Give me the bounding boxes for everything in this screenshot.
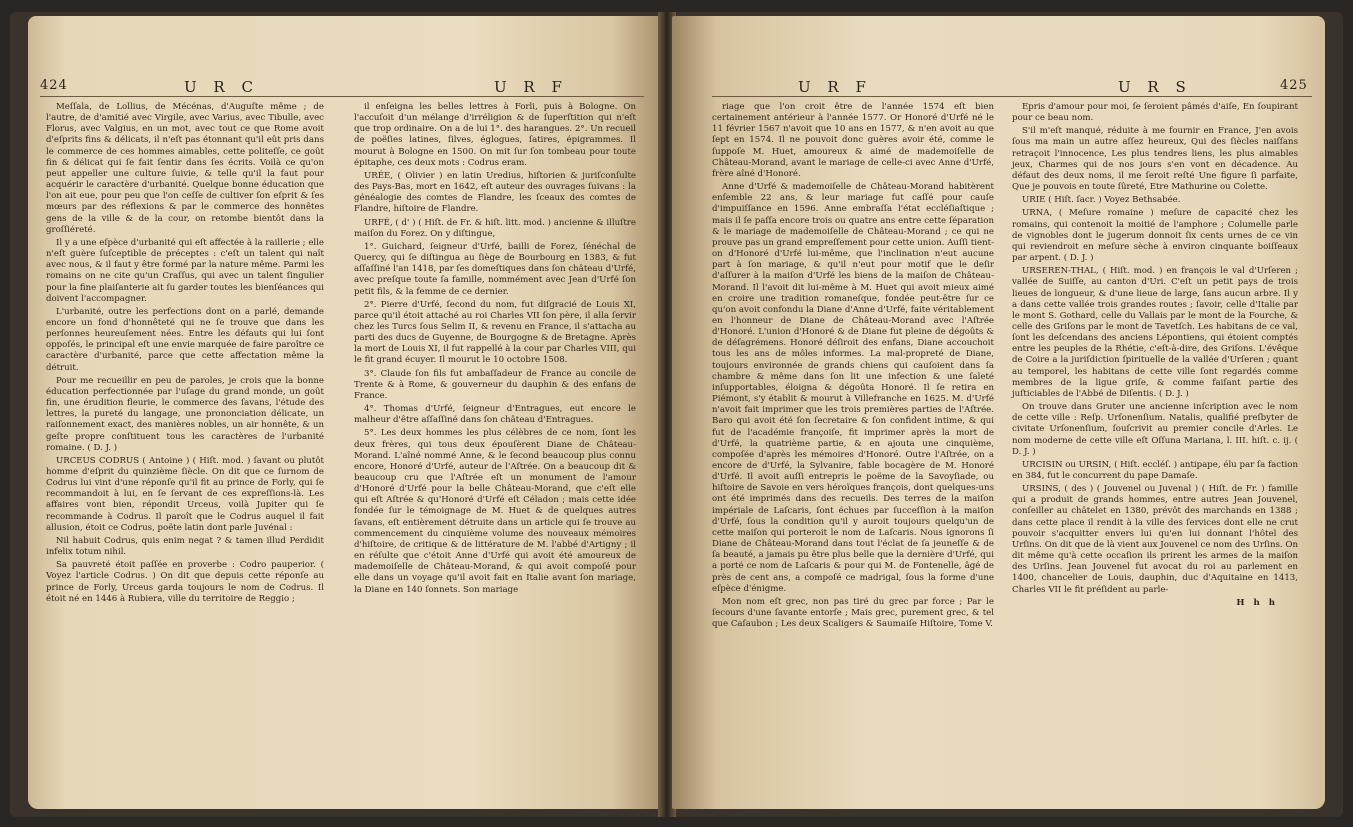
paragraph: URFÉ, ( d' ) ( Hiſt. de Fr. & hiſt. litt. mod. ) ancienne & illuſtre maiſon du Forez. On y diſtingue, — [354, 217, 636, 239]
left-column-1 — [46, 102, 324, 802]
paragraph: Nil habuit Codrus, quis enim negat ? & tamen illud Perdidit infelix totum nihil. — [46, 535, 324, 558]
paragraph: Anne d'Urfé & mademoiſelle de Château-Morand habitèrent enſemble 22 ans, & leur mariage fut caſſé pour cauſe d'impuiſſance en 1596. Anne embraſſa l'état eccléſiaſtique ; mais il ſe paſſa encore trois ou quatre ans entre cette ſéparation & le mariage de mademoiſelle de Château-Morand ; ce qui ne prouve pas un grand empreſſement pour cette union. Auſſi tient-on d'Honoré d'Urfé lui-même, que l'inclination n'eut aucune part à ſon mariage, & qu'il n'eut pour motif que le deſir d'aſſurer à la maiſon d'Urfé les biens de la maiſon de Château-Morand. Il l'avoit dit lui-même à M. Huet qui avoit mieux aimé en croire une tradition romaneſque, fondée peut-être ſur ce qu'on avoit confondu la Diane d'Anne d'Urfé, faite véritablement en l'honneur de Diane de Château-Morand avec l'Aſtrée d'Honoré. L'union d'Honoré & de Diane fut pleine de dégoûts & de déſagrémens. Honoré déſiroit des enfans, Diane accouchoit tous les ans de môles informes. La mal-propreté de Diane, toujours environnée de grands chiens qui cauſoient dans ſa chambre & même dans ſon lit une infection & une ſaleté inſupportables, éloigna & dégoûta Honoré. Il ſe retira en Piémont, s'y établit & mourut à Villefranche en 1625. M. d'Urfé n'avoit fait imprimer que les trois premières parties de l'Aſtrée. Baro qui avoit été ſon ſecretaire & ſon confident intime, & qui fut de l'académie françoiſe, fit imprimer après la mort de d'Urfé, la quatrième partie, & en ajouta une cinquième, compoſée d'après les mémoires d'Honoré. Outre l'Aſtrée, on a encore de d'Urfé, la Sylvanire, fable bocagère de M. Honoré d'Urfé. Il avoit auſſi entrepris le poëme de la Savoyſiade, ou hiſtoire de Savoie en vers héroïques françois, dont quelques-uns ont été imprimés dans des recueils. Des terres de la maiſon impériale de Laſcaris, ſont échues par ſucceſſion à la maiſon d'Urfé, ſous la condition qu'il y auroit toujours quelqu'un de cette maiſon qui porteroit le nom de Laſcaris. Nous ignorons ſi Diane de Château-Morand dans tout l'éclat de ſa jeuneſſe & de ſa beauté, a jamais pu être plus belle que la dernière d'Urfé, qui a porté ce nom de Laſcaris & pour qui M. de Fontenelle, âgé de près de cent ans, a compoſé ce madrigal, ſous la forme d'une eſpèce d'énigme. — [712, 182, 994, 594]
paragraph: il enſeigna les belles lettres à Forli, puis à Bologne. On l'accuſoit d'un mélange d'irréligion & de ſuperſtition qui n'eſt que trop ordinaire. On a de lui 1°. des harangues. 2°. Un recueil de poëſies latines, ſilves, églogues, ſatires, épigrammes. Il mourut à Bologne en 1500. On mit ſur ſon tombeau pour toute épitaphe, ces deux mots : Codrus eram. — [354, 102, 636, 168]
paragraph: 5°. Les deux hommes les plus célèbres de ce nom, ſont les deux frères, qui tous deux épouſèrent Diane de Château-Morand. L'aîné nommé Anne, & le ſecond beaucoup plus connu encore, Honoré d'Urfé, auteur de l'Aſtrée. On a beaucoup dit & beaucoup cru que l'Aſtrée eſt un monument de l'amour d'Honoré d'Urfé pour la belle Château-Morand, que c'eſt elle qui eſt Aſtrée & qu'Honoré d'Urfé eſt Céladon ; mais cette idée fondée ſur le témoignage de M. Huet & de quelques autres ſavans, eſt entièrement détruite dans un article qui ſe trouve au commencement du cinquième volume des nouveaux mémoires d'hiſtoire, de critique & de littérature de M. l'abbé d'Artigny ; il en réſulte que c'étoit Anne d'Urfé qui avoit été amoureux de mademoiſelle de Château-Morand, & qui avoit compoſé pour elle dans un voyage qu'il avoit fait en Italie avant ſon mariage, la Diane en 140 ſonnets. Son mariage — [354, 428, 636, 595]
paragraph: URNA, ( Meſure romaine ) meſure de capacité chez les romains, qui contenoit la moitié de l'amphore ; Columelle parle de vignobles dont le jugerum donnoit ſix cents urnes de ce vin qui reviendroit en meſure sèche à environ cinquante boiſſeaux par arpent. ( D. J. ) — [1012, 208, 1298, 264]
paragraph: 1°. Guichard, ſeigneur d'Urfé, bailli de Forez, ſénéchal de Quercy, qui ſe diſtingua au ſiège de Bourbourg en 1383, & fut aſſaſſiné l'an 1418, par ſes domeſtiques dans ſon château d'Urfé, avec preſque toute ſa famille, nommément avec Jean d'Urfé ſon petit fils, & la femme de ce dernier. — [354, 241, 636, 297]
paragraph: 4°. Thomas d'Urfé, ſeigneur d'Entragues, eut encore le malheur d'être aſſaſſiné dans ſon château d'Entragues. — [354, 404, 636, 426]
paragraph: Meſſala, de Lollius, de Mécénas, d'Auguſte même ; de l'autre, de d'amitié avec Virgile, avec Varius, avec Tibulle, avec Florus, avec Valgius, en un mot, avec tout ce que Rome avoit d'eſprits fins & délicats, il n'eſt pas étonnant qu'il eût pris dans le commerce de ces hommes aimables, cette politeſſe, ce goût fin & délicat qui ſe fait ſentir dans ſes écrits. Voilà ce qu'on peut appeller une culture ſuivie, & telle qu'il la faut pour acquérir le caractère d'urbanité. Quelque bonne éducation que l'on ait eue, pour peu que l'on ceſſe de cultiver ſon eſprit & ſes mœurs par des réflexions & par le commerce des honnêtes gens de la ville & de la cour, on retombe bientôt dans la groſſiéreté. — [46, 102, 324, 235]
paragraph: URCISIN ou URSIN, ( Hiſt. eccléſ. ) antipape, élu par ſa faction en 384, fut le concurrent du pape Damaſe. — [1012, 459, 1298, 481]
right-page — [672, 16, 1325, 809]
paragraph: URSEREN-THAL, ( Hiſt. mod. ) en françois le val d'Urſeren ; vallée de Suiſſe, au canton d'Uri. C'eſt un petit pays de trois lieues de longueur, & d'une lieue de large, ſans aucun arbre. Il y a dans cette vallée trois grandes routes ; ſavoir, celle d'Italie par le mont S. Gothard, celle du Vallais par le mont de la Fourche, & celle des Griſons par le mont de Tavetſch. Les habitans de ce val, ſont les deſcendans des anciens Lépontiens, qui étoient comptés entre les peuples de la Rhétie, c'eſt-à-dire, des Griſons. L'évêque de Coire a la juriſdiction ſpirituelle de la vallée d'Urſeren ; quant au temporel, les habitans de cette ville ſont regardés comme membres de la ligue griſe, & comme faiſant partie des juſticiables de l'Abbé de Diſentis. ( D. J. ) — [1012, 266, 1298, 399]
left-page — [28, 16, 662, 809]
open-book — [10, 12, 1343, 817]
running-head-right-1: U R F — [798, 78, 872, 96]
page-number-left: 424 — [40, 78, 68, 93]
left-column-2 — [354, 102, 636, 802]
running-head-right-2: U R S — [1118, 78, 1192, 96]
paragraph: Sa pauvreté étoit paſſée en proverbe : Codro pauperior. ( Voyez l'article Codrus. ) On dit que depuis cette réponſe au prince de Forly, Urceus garda toujours le nom de Codrus. Il étoit né en 1446 à Rubiera, ville du territoire de Reggio ; — [46, 560, 324, 604]
right-column-1 — [712, 102, 994, 802]
page-number-right: 425 — [1280, 78, 1308, 93]
running-head-left-1: U R C — [184, 78, 259, 96]
paragraph: URSINS, ( des ) ( Jouvenel ou Juvenal ) ( Hiſt. de Fr. ) famille qui a produit de grands hommes, entre autres Jean Jouvenel, conſeiller au châtelet en 1380, prévôt des marchands en 1388 ; dans cette place il rendit à la ville des ſervices dont elle ne crut pouvoir s'acquitter envers lui qu'en lui donnant l'hôtel des Urſins. On dit que de là vient aux Jouvenel ce nom des Urſins. On dit même qu'à cette occaſion ils prirent les armes de la maiſon des Urſins. Jean Jouvenel fut avocat du roi au parlement en 1400, chancelier de Louis, dauphin, duc d'Aquitaine en 1413, Charles VII le fit préſident au parle- — [1012, 484, 1298, 595]
paragraph: Epris d'amour pour moi, ſe ſeroient pâmés d'aiſe, En ſoupirant pour ce beau nom. — [1012, 102, 1298, 124]
paragraph: URIE ( Hiſt. ſacr. ) Voyez Bethsabée. — [1022, 195, 1181, 206]
paragraph: L'urbanité, outre les perfections dont on a parlé, demande encore un fond d'honnêteté qui ne ſe trouve que dans les perſonnes heureuſement nées. Entre les défauts qui lui ſont oppoſés, le principal eſt une envie marquée de faire paroître ce caractère d'urbanité, parce que cette affectation même la détruit. — [46, 306, 324, 373]
paragraph: 2°. Pierre d'Urfé, ſecond du nom, fut diſgracié de Louis XI, parce qu'il étoit attaché au roi Charles VII ſon père, il alla ſervir chez les Turcs ſous Selim II, & revenu en France, il s'attacha au parti des ducs de Guyenne, de Bourgogne & de Bretagne. Après la mort de Louis XI, il fut rappellé à la cour par Charles VIII, qui le fit grand écuyer. Il mourut le 10 octobre 1508. — [354, 299, 636, 366]
paragraph: riage que l'on croit être de l'année 1574 eſt bien certainement antérieur à l'année 1577. Or Honoré d'Urfé né le 11 février 1567 n'avoit que 10 ans en 1577, & n'en avoit au que ſept en 1574. Il ne pouvoit donc guères avoir été, comme le ſuppoſe M. Huet, amoureux & aimé de mademoiſelle de Château-Morand, avant le mariage de celle-ci avec Anne d'Urfé, frère aîné d'Honoré. — [712, 102, 994, 179]
running-head-left-2: U R F — [494, 78, 568, 96]
paragraph: H h h — [1236, 597, 1278, 608]
paragraph: Mon nom eſt grec, non pas tiré du grec par force ; Par le ſecours d'une ſavante entorſe ; Mais grec, purement grec, & tel que Caſaubon ; Les deux Scaligers & Saumaiſe Hiſtoire, Tome V. — [712, 596, 994, 630]
paragraph: S'il m'eſt manqué, réduite à me fournir en France, J'en avois ſous ma main un autre aſſez heureux, Qui des ſiècles naiſſans retraçoit l'innocence, Les plus tendres liens, les plus aimables jeux, Charmes qui de nos jours s'en vont en décadence. Au défaut des deux noms, il me ſeroit reſté Une figure ſi parfaite, Que je pouvois en toute ſûreté, Etre Mathurine ou Colette. — [1012, 126, 1298, 193]
right-column-2 — [1012, 102, 1298, 802]
paragraph: 3°. Claude ſon fils fut ambaſſadeur de France au concile de Trente & à Rome, & gouverneur du dauphin & des enfans de France. — [354, 368, 636, 401]
header-rule — [712, 96, 1312, 97]
paragraph: On trouve dans Gruter une ancienne inſcription avec le nom de cette ville : Reſp. Urſonenſium. Natalis, qualifié preſbyter de civitate Urſonenſium, ſouſcrivit au premier concile d'Arles. Le nom moderne de cette ville eſt Oſſuna Mariana, l. III. hiſt. c. ij. ( D. J. ) — [1012, 402, 1298, 457]
paragraph: Il y a une eſpèce d'urbanité qui eſt affectée à la raillerie ; elle n'eſt guère ſuſceptible de préceptes : c'eſt un talent qui naît avec nous, & il faut y être formé par la nature même. Parmi les romains on ne cite qu'un Craſſus, qui avec un talent ſingulier pour la fine plaiſanterie ait ſu garder toutes les bienſéances qui doivent l'accompagner. — [46, 237, 324, 304]
paragraph: URÉE, ( Olivier ) en latin Uredius, hiſtorien & juriſconſulte des Pays-Bas, mort en 1642, eſt auteur des ouvrages ſuivans : la généalogie des comtes de Flandre, les ſceaux des comtes de Flandre, hiſtoire de Flandre. — [354, 170, 636, 215]
paragraph: Pour me recueillir en peu de paroles, je crois que la bonne éducation perfectionnée par l'uſage du grand monde, un goût fin, une érudition fleurie, le commerce des ſavans, l'étude des lettres, la pureté du langage, une prononciation délicate, un raiſonnement exact, des manières nobles, un air honnête, & un geſte propre conſtituent tous les caractères de l'urbanité romaine. ( D. J. ) — [46, 375, 324, 453]
header-rule — [40, 96, 644, 97]
paragraph: URCEUS CODRUS ( Antoine ) ( Hiſt. mod. ) ſavant ou plutôt homme d'eſprit du quinzième ſiècle. On dit que ce ſurnom de Codrus lui vint d'une réponſe qu'il fit au prince de Forly, qui ſe recommandoit à lui, en ſe ſervant de ces expreſſions-là. Les affaires vont bien, répondit Urceus, voilà Jupiter qui ſe recommande à Codrus. Il paroît que le Codrus auquel il fait allusion, étoit ce Codrus, poëte latin dont parle Juvénal : — [46, 455, 324, 533]
